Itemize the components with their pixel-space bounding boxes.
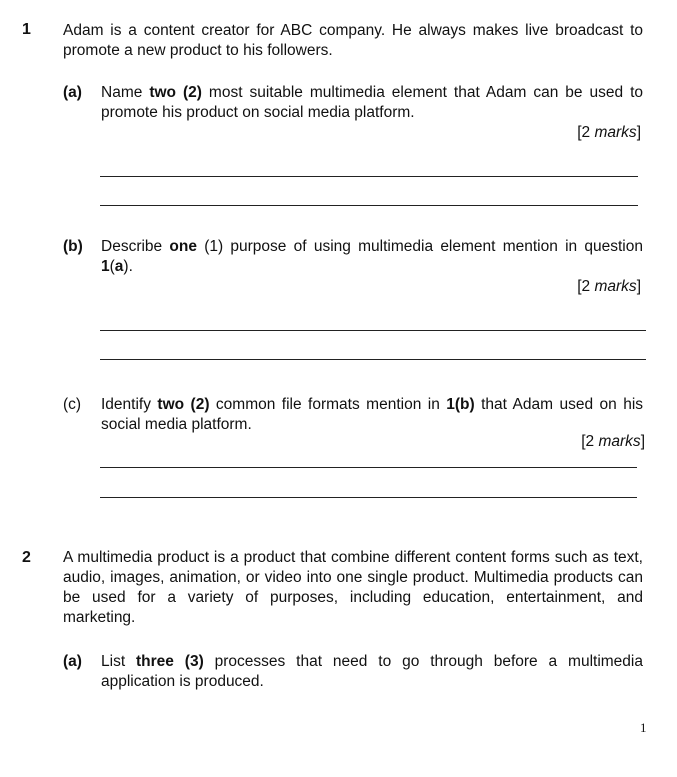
- part-1c-text: Identify two (2) common file formats mention in 1(b) that Adam used on his social media platform.: [101, 396, 644, 433]
- question-2-text: A multimedia product is a product that combine different content forms such as text, audio, images, animation, or video into one single product. Multimedia products can be used for a variety of purposes, including education, entertainment, and marketing.: [63, 549, 643, 626]
- part-1b-marks: [2 marks]: [577, 278, 641, 295]
- part-2a-label: (a): [63, 653, 82, 670]
- part-2a-text: List three (3) processes that need to go through before a multimedia application is produced.: [101, 653, 643, 690]
- question-1-number: 1: [22, 21, 31, 38]
- answer-line: [100, 330, 646, 331]
- answer-line: [100, 176, 638, 177]
- question-1-text: Adam is a content creator for ABC company. He always makes live broadcast to promote a new product to his followers.: [63, 22, 643, 59]
- part-1a-label: (a): [63, 84, 82, 101]
- part-1a-text: Name two (2) most suitable multimedia element that Adam can be used to promote his product on social media platform.: [101, 84, 644, 121]
- part-1c-label: (c): [63, 396, 82, 413]
- answer-line: [100, 359, 646, 360]
- part-1c-marks: [2 marks]: [581, 433, 645, 450]
- answer-line: [100, 205, 638, 206]
- answer-line: [100, 467, 637, 468]
- page-number: 1: [640, 720, 647, 735]
- part-1b-text: Describe one (1) purpose of using multimedia element mention in question 1(a).: [101, 238, 643, 275]
- part-1a-marks: [2 marks]: [577, 124, 641, 141]
- part-1b-label: (b): [63, 238, 83, 255]
- answer-line: [100, 497, 637, 498]
- question-2-number: 2: [22, 549, 31, 566]
